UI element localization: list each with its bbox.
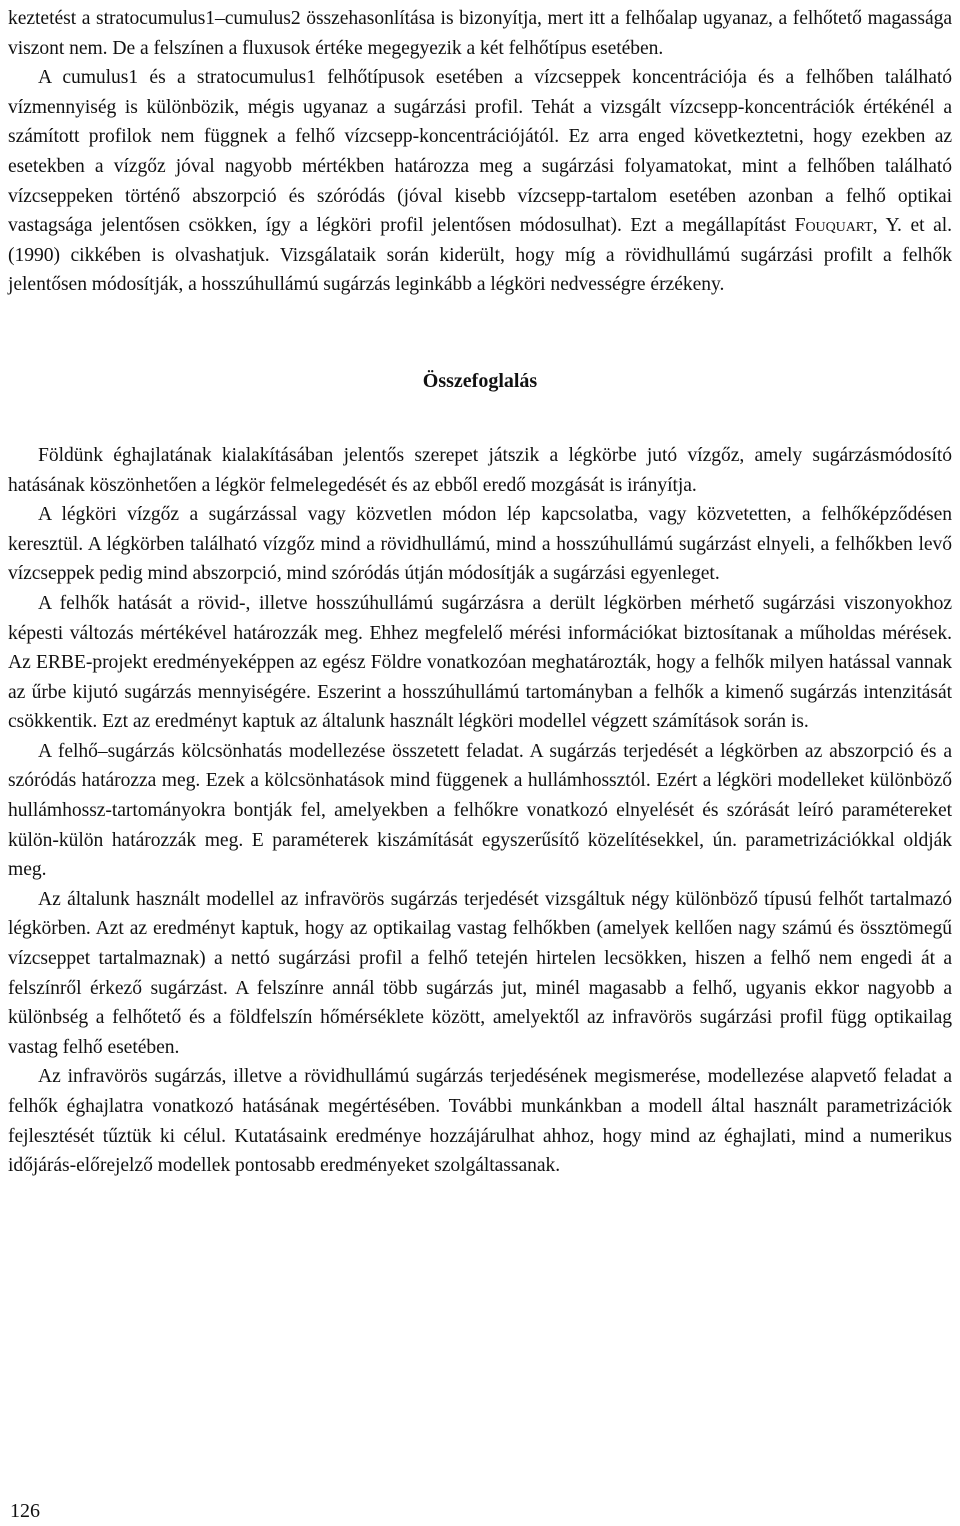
summary-paragraph-3: A felhők hatását a rövid-, illetve hosszúhullámú sugárzásra a derült légkörben mérhető sugárzási viszonyokhoz képesti változás mértékével határozzák meg. Ehhez megfelelő mérési információkat biztosítanak a műholdas mérések. Az ERBE-projekt eredményeképpen az egész Földre vonatkozóan meghatározták, hogy a felhők milyen hatással vannak az űrbe kijutó sugárzás mennyiségére. Eszerint a hosszúhullámú tartományban a felhők a kimenő sugárzás intenzitását csökkentik. Ezt az eredményt kaptuk az általunk használt légköri modellel végzett számítások során is. [8,592,952,733]
author-name: Fouquart [794,215,873,237]
intro-paragraph-2 [8,63,952,300]
intro-paragraph-2-text-a: A cumulus1 és a stratocumulus1 felhőtípusok esetében a vízcseppek koncentrációja és a felhőben található vízmennyiség is különbözik, mégis ugyanaz a sugárzási profil. Tehát a vizsgált vízcsepp-koncentrációk értékénél a számított profilok nem függnek a felhő vízcsepp-koncentrációjától. Ez arra enged következtetni, hogy ezekben az esetekben a vízgőz jóval nagyobb mértékben határozza meg a sugárzási folyamatokat, mint a felhőben található vízcseppeken történő abszorpció és szóródás (jóval kisebb vízcsepp-tartalom esetében azonban a felhő optikai vastagsága jelentősen csökken, így a légköri profil jelentősen módosulhat). Ezt a megállapítást [8,67,952,237]
spacer [8,396,952,441]
section-heading: Összefoglalás [422,369,538,392]
summary-paragraph-6: Az infravörös sugárzás, illetve a rövidhullámú sugárzás terjedésének megismerése, modellezése alapvető feladat a felhők éghajlatra vonatkozó hatásának megértésében. További munkánkban a modell által használt parametrizációk fejlesztését tűztük ki célul. Kutatásaink eredménye hozzájárulhat ahhoz, hogy mind az éghajlati, mind a numerikus időjárás-előrejelző modellek pontosabb eredményeket szolgáltassanak. [8,1066,952,1177]
summary-paragraph-1: Földünk éghajlatának kialakításában jelentős szerepet játszik a légkörbe jutó vízgőz, amely sugárzásmódosító hatásának köszönhetően a légkör felmelegedését és az ebből eredő mozgását is irányítja. [8,444,952,496]
summary-paragraph-4: A felhő–sugárzás kölcsönhatás modellezése összetett feladat. A sugárzás terjedését a légkörben az abszorpció és a szóródás határozza meg. Ezek a kölcsönhatások mind függenek a hullámhossztól. Ezért a légköri modelleket különböző hullámhossz-tartományokra bontják fel, amelyekben a felhőkre vonatkozó elnyelését és szórását leíró paramétereket külön-külön határozzák meg. E paraméterek kiszámítását egyszerűsítő közelítésekkel, ún. parametrizációkkal oldják meg. [8,740,952,881]
summary-paragraph-2: A légköri vízgőz a sugárzással vagy közvetlen módon lép kapcsolatba, vagy közvetetten, a felhőképződésen keresztül. A légkörben található vízgőz mind a rövidhullámú, mind a hosszúhullámú sugárzást elnyeli, a felhőkben levő vízcseppek pedig mind abszorpció, mind szóródás útján módosítják a sugárzási egyenleget. [8,504,952,585]
intro-paragraph-2-text-b: , Y. et al. (1990) cikkében is olvashatjuk. Vizsgálataik során kiderült, hogy míg a rövidhullámú sugárzási profilt a felhők jelentősen módosítják, a hosszúhullámú sugárzás leginkább a légköri nedvességre érzékeny. [8,215,952,296]
spacer [8,300,952,366]
intro-paragraph-1: keztetést a stratocumulus1–cumulus2 összehasonlítása is bizonyítja, mert itt a felhőalap ugyanaz, a felhőtető magassága viszont nem. De a felszínen a fluxusok értéke megegyezik a két felhőtípus esetében. [8,8,952,59]
page-body [8,4,952,1181]
page-number: 126 [10,1500,40,1522]
summary-paragraph-5: Az általunk használt modellel az infravörös sugárzás terjedését vizsgáltuk négy különböző típusú felhőt tartalmazó légkörben. Azt az eredményt kaptuk, hogy az optikailag vastag felhőkben (amelyek kellően nagy számú és össztömegű vízcseppet tartalmaznak) a nettó sugárzási profil a felhő tetején hirtelen lecsökken, hiszen a felhő nem engedi át a felszínről érkező sugárzást. A felszínre annál több sugárzás jut, minél magasabb a felhő, ugyanis ekkor nagyobb a különbség a felhőtető és a földfelszín hőmérséklete között, amelyektől az infravörös sugárzási profil függ optikailag vastag felhő esetében. [8,888,952,1058]
